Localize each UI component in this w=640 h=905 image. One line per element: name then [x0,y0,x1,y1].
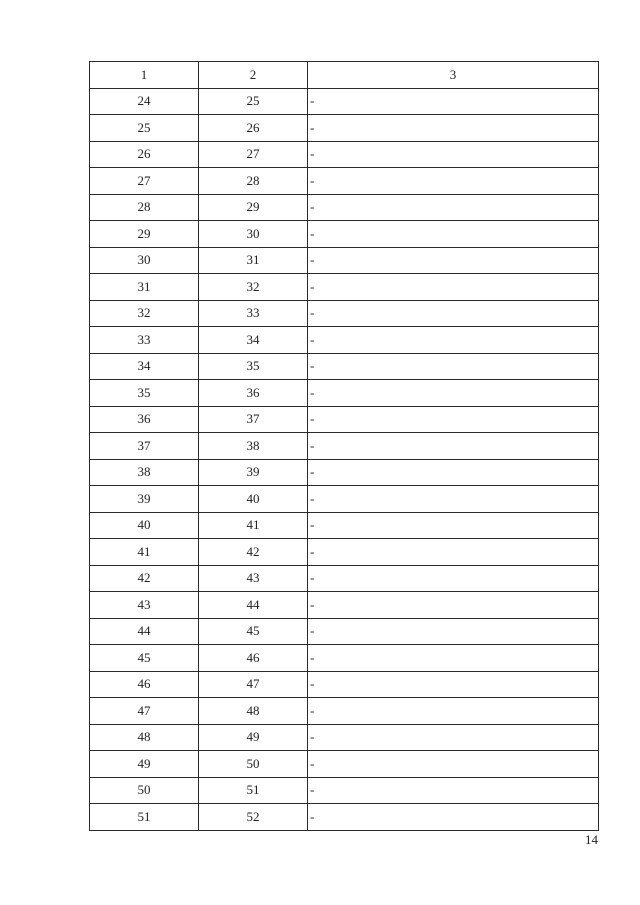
header-cell-3: 3 [308,62,599,89]
header-cell-1: 1 [90,62,199,89]
table-row [90,512,599,539]
table-cell-col-1: 42 [90,565,199,592]
table-cell-col-2: 35 [199,353,308,380]
table-cell-col-2: 31 [199,247,308,274]
table-cell-col-2: 44 [199,592,308,619]
table-cell-col-1: 47 [90,698,199,725]
table-cell-col-3: - [308,671,599,698]
table-cell-col-3: - [308,777,599,804]
table-cell-col-1: 29 [90,221,199,248]
table-cell-col-1: 24 [90,88,199,115]
table-cell-col-1: 36 [90,406,199,433]
table-cell-col-3: - [308,539,599,566]
table-row [90,141,599,168]
table-cell-col-1: 46 [90,671,199,698]
table-row [90,406,599,433]
table-cell-col-3: - [308,115,599,142]
table-cell-col-3: - [308,698,599,725]
table-cell-col-2: 43 [199,565,308,592]
table-cell-col-2: 25 [199,88,308,115]
table-cell-col-2: 40 [199,486,308,513]
table-row [90,88,599,115]
table-row [90,380,599,407]
table-cell-col-3: - [308,380,599,407]
table-cell-col-3: - [308,804,599,831]
table-cell-col-2: 46 [199,645,308,672]
table-cell-col-2: 32 [199,274,308,301]
table-cell-col-2: 52 [199,804,308,831]
table-cell-col-3: - [308,221,599,248]
table-body [90,62,599,831]
table-cell-col-2: 51 [199,777,308,804]
table-cell-col-2: 29 [199,194,308,221]
table-cell-col-1: 48 [90,724,199,751]
table-row [90,247,599,274]
table-cell-col-2: 33 [199,300,308,327]
table-row [90,433,599,460]
table-cell-col-1: 35 [90,380,199,407]
header-cell-2: 2 [199,62,308,89]
table-cell-col-2: 28 [199,168,308,195]
table-cell-col-1: 40 [90,512,199,539]
table-cell-col-3: - [308,592,599,619]
table-cell-col-3: - [308,565,599,592]
table-cell-col-2: 30 [199,221,308,248]
table-row [90,804,599,831]
table-cell-col-1: 43 [90,592,199,619]
table-cell-col-1: 45 [90,645,199,672]
table-cell-col-1: 49 [90,751,199,778]
table-cell-col-3: - [308,194,599,221]
table-cell-col-2: 50 [199,751,308,778]
table-cell-col-2: 26 [199,115,308,142]
table-cell-col-2: 34 [199,327,308,354]
table-cell-col-3: - [308,618,599,645]
table-row [90,592,599,619]
table-cell-col-2: 48 [199,698,308,725]
table-cell-col-2: 47 [199,671,308,698]
table-cell-col-2: 49 [199,724,308,751]
page-number: 14 [585,832,598,847]
table-cell-col-3: - [308,88,599,115]
table-cell-col-3: - [308,645,599,672]
table-cell-col-3: - [308,247,599,274]
table-cell-col-2: 42 [199,539,308,566]
table-row [90,459,599,486]
table-header-row [90,62,599,89]
table-row [90,194,599,221]
table-cell-col-1: 41 [90,539,199,566]
table-cell-col-1: 51 [90,804,199,831]
table-cell-col-2: 37 [199,406,308,433]
table-cell-col-3: - [308,300,599,327]
table-row [90,221,599,248]
table-row [90,751,599,778]
table-cell-col-3: - [308,433,599,460]
table-row [90,777,599,804]
table-row [90,671,599,698]
table-cell-col-3: - [308,327,599,354]
table-row [90,618,599,645]
table-cell-col-2: 45 [199,618,308,645]
table-cell-col-3: - [308,459,599,486]
table-cell-col-2: 39 [199,459,308,486]
table-row [90,539,599,566]
table-cell-col-2: 36 [199,380,308,407]
table-cell-col-1: 38 [90,459,199,486]
table-cell-col-3: - [308,512,599,539]
table-cell-col-1: 39 [90,486,199,513]
table-row [90,168,599,195]
table-cell-col-1: 26 [90,141,199,168]
table-cell-col-1: 32 [90,300,199,327]
table-cell-col-1: 28 [90,194,199,221]
table-cell-col-1: 31 [90,274,199,301]
table-cell-col-1: 25 [90,115,199,142]
table-cell-col-1: 37 [90,433,199,460]
table-row [90,486,599,513]
table-cell-col-3: - [308,751,599,778]
table-cell-col-3: - [308,406,599,433]
table-cell-col-1: 50 [90,777,199,804]
table-cell-col-3: - [308,141,599,168]
table-cell-col-3: - [308,274,599,301]
table-row [90,353,599,380]
table-row [90,698,599,725]
table-row [90,300,599,327]
table-row [90,565,599,592]
table-cell-col-3: - [308,353,599,380]
table-row [90,115,599,142]
table-cell-col-1: 44 [90,618,199,645]
table-row [90,274,599,301]
table-cell-col-2: 38 [199,433,308,460]
table-cell-col-1: 34 [90,353,199,380]
table-row [90,327,599,354]
data-table [89,61,599,831]
table-cell-col-1: 27 [90,168,199,195]
table-cell-col-2: 41 [199,512,308,539]
table-cell-col-3: - [308,486,599,513]
table-cell-col-3: - [308,168,599,195]
table-cell-col-1: 30 [90,247,199,274]
table-row [90,645,599,672]
table-cell-col-2: 27 [199,141,308,168]
table-row [90,724,599,751]
table-cell-col-3: - [308,724,599,751]
table-cell-col-1: 33 [90,327,199,354]
